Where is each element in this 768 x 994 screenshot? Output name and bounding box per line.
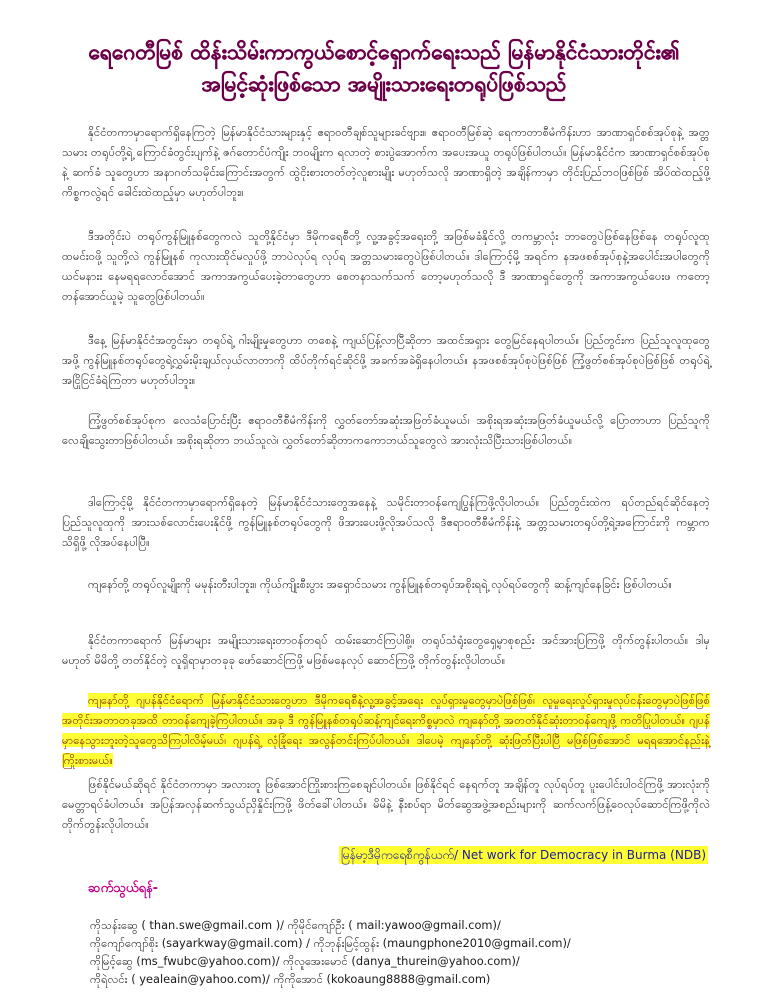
contact-line: ကိုရဲလင်း ( yealeain@yahoo.com)/ ကိုကိုအောင် (kokoaung8888@gmail.com)	[90, 972, 491, 986]
paragraph-4: ကြံ့ဖွတ်စစ်အုပ်စုက လေသံပြောင်းပြီး ဧရာဝတီစီမံကိန်းကို လွှတ်တော်အဆုံးအဖြတ်ခံယူမယ်၊ အစိုးရအဆုံးအဖြတ်ခံယူမယ်လို့ ပြောတာဟာ ပြည်သူကို လေချိုသွေးတာဖြစ်ပါတယ်။ အစိုးရဆိုတာ ဘယ်သူလဲ၊ လွှတ်တော်ဆိုတာကကောဘယ်သူတွေလဲ အားလုံးသိပြီးသားဖြစ်ပါတယ်။	[62, 413, 710, 447]
contact-heading: ဆက်သွယ်ရန်-	[88, 881, 159, 896]
signature: မြန်မာ့ဒီမိုကရေစီကွန်ယက်/ Net work for Democracy in Burma (NDB)	[340, 848, 706, 862]
contact-line: ကိုကျော်ကျော်စိုး (sayarkway@gmail.com) / ကိုဘုန်းမြင့်ထွန်း (maungphone2010@gmail.com)/	[90, 936, 571, 950]
closing-paragraph: ဖြစ်နိုင်မယ်ဆိုရင် နိုင်ငံတကာမှာ အလားတူ ဖြစ်အောင်ကြိုးစားကြစေချင်ပါတယ်။ ဖြစ်နိုင်ရင် နေရက်တူ အချိန်တူ လုပ်ရပ်တူ ပူးပေါင်းပါဝင်ကြဖို့ အားလုံးကို မေတ္တာရပ်ခံပါတယ်။ အပြန်အလှန်ဆက်သွယ်ညှိနှိုင်းကြဖို့ ဖိတ်ခေါ်ပါတယ်။ မိမိနဲ့ နီးစပ်ရာ မိတ်ဆွေအဖွဲ့အစည်းများကို ဆက်လက်ဖြန့်ဝေလုပ်ဆောင်ကြဖို့ကိုလဲ တိုက်တွန်းလိုပါတယ်။	[62, 777, 710, 831]
title-line-1: ရေဂေတီမြစ် ထိန်းသိမ်းကာကွယ်စောင့်ရှောက်ရေးသည် မြန်မာနိုင်ငံသားတိုင်း၏	[88, 40, 680, 64]
document-title	[30, 36, 738, 100]
paragraph-6: ကျနော်တို့ တရုပ်လူမျိုးကို မမုန်းတီးပါဘူး။ ကိုယ်ကျိုးစီးပွား အရှောင်သမား ကွန်မြူနစ်တရုပ်အစိုးရရဲ့ လုပ်ရပ်တွေကို ဆန့်ကျင်နေခြင်း ဖြစ်ပါတယ်။	[88, 577, 672, 591]
contact-line: ကိုမြင့်ဆွေ (ms_fwubc@yahoo.com)/ ကိုလူအေးမောင် (danya_thurein@yahoo.com)/	[90, 954, 520, 968]
contact-line: ကိုသန်းဆွေ ( than.swe@gmail.com )/ ကိုမိုင်ကျော်ဦး ( mail:yawoo@gmail.com)/	[90, 918, 501, 932]
title-line-2: အမြင့်ဆုံးဖြစ်သော အမျိုးသားရေးတရုပ်ဖြစ်သည်	[201, 72, 567, 96]
paragraph-5: ဒါကြောင့်မို့ နိုင်ငံတကာမှာရောက်ရှိနေတဲ့ မြန်မာနိုင်ငံသားတွေအနေနဲ့ သမိုင်းတာဝန်ကျေပြွန်ကြဖို့လိုပါတယ်။ ပြည်တွင်းထဲက ရပ်တည်ရင်ဆိုင်နေတဲ့ ပြည်သူလူထုကို အားသစ်လောင်းပေးနိုင်ဖို့ ကွန်မြူနစ်တရုပ်တွေကို ဖိအားပေးဖို့လိုအပ်သလို ဒီဧရာဝတီစီမံကိန်းနဲ့ အတ္တသမားတရုပ်တို့ရဲ့အကြောင်းကို ကမ္ဘာက သိရှိဖို့ လိုအပ်နေပါပြီ။	[62, 495, 710, 549]
paragraph-3: ဒီနေ့ မြန်မာနိုင်ငံအတွင်းမှာ တရုပ်ရဲ့ ဂါးမျိုးမှုတွေဟာ တစေနဲ့ ကျယ်ပြန့်လာပြီဆိုတာ အထင်အရှား တွေမြင်နေရပါတယ်။ ပြည်တွင်းက ပြည်သူလူထုတွေအဖို့ ကွန်မြူနစ်တရုပ်တွေရဲ့လွှမ်းမိုးချယ်လှယ်လာတာကို ထိပ်တိုက်ရင်ဆိုင်ဖို့ အခက်အခဲရှိနေပါတယ်။ နအဖစစ်အုပ်စုပဲဖြစ်ဖြစ် ကြံ့ဖွတ်စစ်အုပ်စုပဲဖြစ်ဖြစ် တရုပ်ရဲ့ အငြိုငြင်ခံရဲကြတာ မဟုတ်ပါဘူး။	[62, 333, 710, 387]
paragraph-2: ဒီအတိုင်းပဲ တရုပ်ကွန်မြူနစ်တွေကလဲ သူတို့နိုင်ငံမှာ ဒီမိုကရေစီတို့ လူ့အခွင့်အရေးတို့ အဖြစ်မခံနိုင်လို့ တကမ္ဘာလုံး ဘာတွေပဲဖြစ်နေဖြစ်နေ တရုပ်လူထု ထမင်းဝဖို့ သူတို့လဲ ကွန်မြူနစ် ကုလားထိုင်မလှုပ်ဖို့ ဘာပဲလုပ်ရ လုပ်ရ အတ္တသမားတွေပဲဖြစ်ပါတယ်။ ဒါကြောင့်မို့ အရင်က နအဖစစ်အုပ်စုနဲ့အပေါင်းအပါတွေကို ယင်မနားး နေမရရလောင်အောင် အကာအကွယ်ပေးခဲ့တာတွေဟာ စေတနာသက်သက် တော့မဟုတ်သလို ဒီ အာဏာရှင်တွေကို အကာအကွယ်ပေးဖ ကတော့ တန်အောင်ယူမဲ့ သူတွေဖြစ်ပါတယ်။	[62, 229, 710, 303]
paragraph-1: နိုင်ငံတကာမှာရောက်ရှိနေကြတဲ့ မြန်မာနိုင်ငံသားများနှင့် ဧရာဝတီချစ်သူများခင်ဗျား။ ဧရာဝတီမြစ်ဆဲ့ ရေကာတာစီမံကိန်းဟာ အာဏာရှင်စစ်အုပ်စုနဲ့ အတ္တသမား တရုပ်တို့ရဲ့ ကြောင်ခံတွင်းပျက်နဲ့ ဇဂ်တောင်ပံကျိုး ဘဝမျိုးက ရလာတဲ့ စားပွဲအောက်က အပေးအယူ တရုပ်ဖြစ်ပါတယ်။ မြန်မာနိုင်ငံက အာဏာရှင်စစ်အုပ်စုနဲ့ ဆက်ခံ သူတွေဟာ အနာဂတ်သမိုင်းကြောင်းအတွက် ထွဲငိုးစားတတ်တဲ့လူစားမျိုး မဟုတ်သလို အာဏာရှိတဲ့ အချိန်ကာမှာ တိုင်းပြည်ဘဝဖြစ်ဖြစ် အိပ်ထဲထည့်ဖို့ကိစ္စကလွဲရင် ခေါင်းထဲထည့်မှာ မဟုတ်ပါဘူး။	[62, 125, 710, 199]
paragraph-7: နိုင်ငံတကာရောက် မြန်မာများ အမျိုးသားရေးတာဝန်တရပ် ထမ်းဆောင်ကြပါစို့။ တရုပ်သံရုံးတွေရှေ့မှာစုစည်း အင်အားပြကြဖို့ တိုက်တွန်းပါတယ်။ ဒါမှမဟုတ် မိမိတို့ တတ်နိုင်တဲ့ လူရှိရာမှာတခုခု ဖော်ဆောင်ကြဖို့ မဖြစ်မနေလုပ် ဆောင်ကြဖို့ တိုက်တွန်းလိုပါတယ်။	[62, 633, 710, 667]
highlighted-paragraph: ကျနော်တို့ ဂျပန်နိုင်ငံရောက် မြန်မာနိုင်ငံသားတွေဟာ ဒီမိုကရေစီနဲ့လူ့အခွင့်အရေး လှုပ်ရှားမှုတွေမှာပဲဖြစ်ဖြစ်၊ လူမှုရေးလှုပ်ရှားမှုလုပ်ငန်းတွေမှာပဲဖြစ်ဖြစ် အတိုင်းအတာတခုအထိ တာဝန်ကျေခဲ့ကြပါတယ်။ အခု ဒီ ကွန်မြူနစ်တရုပ်ဆန့်ကျင်ရေးကိစ္စမှာလဲ ကျနော်တို့ အတတ်နိုင်ဆုံးတာဝန်ကျေဖို့ ကတိပြုပါတယ်။ ဂျပန်မှာနေသွားဘူးတဲ့သူတွေသိကြပါလိမ့်မယ်၊ ဂျပန်ရဲ့ လုံခြုံရေး အလွန်တင်းကြပ်ပါတယ်။ ဒါပေမဲ့ ကျနော်တို့ ဆုံးဖြတ်ပြီးပါပြီ မဖြစ်ဖြစ်အောင် မရရအောင်နည်းနဲ့ ကြိုးစားမယ်။	[62, 693, 710, 767]
